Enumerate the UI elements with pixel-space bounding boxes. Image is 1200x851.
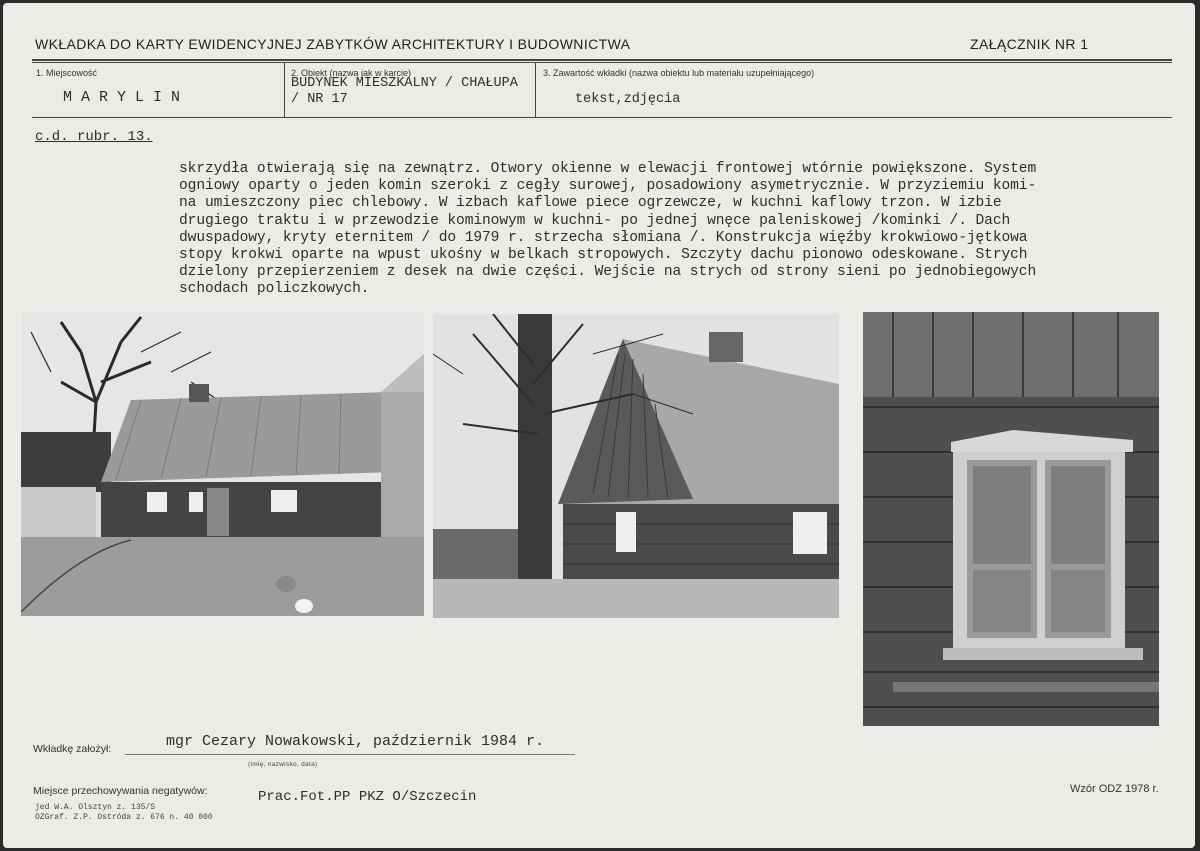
continuation-ref: c.d. rubr. 13. <box>35 129 153 145</box>
field-divider-2 <box>535 62 536 118</box>
field-divider-1 <box>284 62 285 118</box>
form-title: WKŁADKA DO KARTY EWIDENCYJNEJ ZABYTKÓW ARCHITEKTURY I BUDOWNICTWA <box>35 36 631 52</box>
author-label: Wkładkę założył: <box>33 743 112 755</box>
object-label: 2. Obiekt (nazwa jak w karcie) <box>291 68 412 78</box>
print-info <box>35 803 213 823</box>
annex-number: ZAŁĄCZNIK NR 1 <box>970 36 1089 52</box>
form-model: Wzór ODZ 1978 r. <box>1070 783 1159 795</box>
place-value: MARYLIN <box>63 89 190 106</box>
photo-window-detail <box>863 312 1159 726</box>
description-text: skrzydła otwierają się na zewnątrz. Otwory okienne w elewacji frontowej wtórnie powiększone. System ogniowy oparty o jeden komin szeroki z cegły surowej, posadowiony asymetrycznie. W przyziemiu komi- na umieszczony piec chlebowy. W izbach kaflowe piece ogrzewcze, w kuchni kaflowy trzon. W izbie drugiego traktu i w przewodzie kominowym w kuchni- po jednej wnęce paleniskowej /kominki /. Dach dwuspadowy, kryty eternitem / do 1979 r. strzecha słomiana /. Konstrukcja więźby krokwiowo-jętkowa stopy krokwi oparte na wpust ukośny w belkach stropowych. Szczyty dachu pionowo odeskowane. Strych dzielony przepierzeniem z desek na dwie części. Wejście na strych od strony sieni po jednobiegowych schodach policzkowych. <box>179 161 1037 298</box>
author-line <box>125 754 575 755</box>
author-value: mgr Cezary Nowakowski, październik 1984 r. <box>166 733 545 750</box>
content-value: tekst,zdjęcia <box>575 92 681 107</box>
photo-gable-tree <box>433 314 839 618</box>
content-label: 3. Zawartość wkładki (nazwa obiektu lub materiału uzupełniającego) <box>543 68 815 78</box>
print-line-1: jed W.A. Olsztyn z. 135/S <box>35 803 156 812</box>
header-rule-top <box>32 59 1172 61</box>
place-label: 1. Miejscowość <box>36 68 98 78</box>
header-rule-top2 <box>32 62 1172 63</box>
storage-label: Miejsce przechowywania negatywów: <box>33 785 208 797</box>
photo-farmyard <box>21 312 424 616</box>
author-caption: (imię, nazwisko, data) <box>248 761 318 768</box>
storage-value: Prac.Fot.PP PKZ O/Szczecin <box>258 789 477 805</box>
record-sheet <box>3 3 1195 848</box>
header-rule-bottom <box>32 117 1172 118</box>
object-value: BUDYNEK MIESZKALNY / CHAŁUPA / NR 17 <box>291 76 518 107</box>
print-line-2: OZGraf. Z.P. Ostróda z. 676 n. 40 000 <box>35 813 213 822</box>
